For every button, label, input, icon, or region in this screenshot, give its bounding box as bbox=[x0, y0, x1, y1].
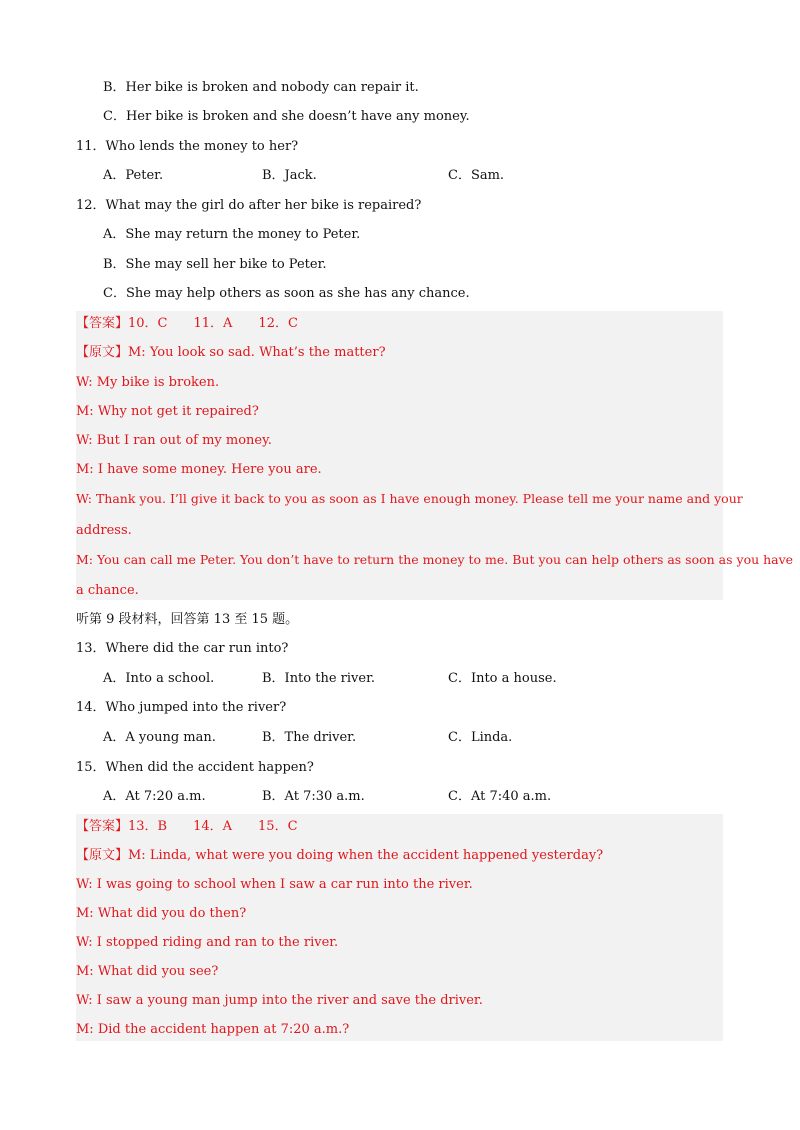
transcript-line: M: Why not get it repaired? bbox=[76, 404, 259, 419]
transcript-line: W: Thank you. I’ll give it back to you as soon as I have enough money. Please tell me your name and your bbox=[76, 491, 743, 506]
transcript-line: W: I stopped riding and ran to the river. bbox=[76, 935, 339, 950]
answer-key-1: 【答案】10．C 11．A 12．C bbox=[76, 316, 298, 331]
q13-option-b: B．Into the river. bbox=[262, 671, 375, 686]
transcript-line: address. bbox=[76, 523, 132, 538]
transcript-line: 【原文】M: Linda, what were you doing when the accident happened yesterday? bbox=[76, 848, 604, 863]
transcript-line: W: I was going to school when I saw a car run into the river. bbox=[76, 877, 473, 892]
q15-option-a: A．At 7:20 a.m. bbox=[103, 789, 206, 804]
q13-stem: 13．Where did the car run into? bbox=[76, 641, 289, 656]
q12-option-b: B．She may sell her bike to Peter. bbox=[103, 257, 327, 272]
q13-option-a: A．Into a school. bbox=[103, 671, 215, 686]
answer-key-2: 【答案】13．B 14．A 15．C bbox=[76, 819, 298, 834]
transcript-line: M: What did you do then? bbox=[76, 906, 247, 921]
q10-option-b: B．Her bike is broken and nobody can repair it. bbox=[103, 80, 419, 95]
transcript-line: W: My bike is broken. bbox=[76, 375, 220, 390]
transcript-line: a chance. bbox=[76, 583, 139, 598]
transcript-line: W: But I ran out of my money. bbox=[76, 433, 272, 448]
transcript-line: M: I have some money. Here you are. bbox=[76, 462, 322, 477]
q12-stem: 12．What may the girl do after her bike is repaired? bbox=[76, 198, 422, 213]
q10-option-c: C．Her bike is broken and she doesn’t have any money. bbox=[103, 109, 470, 124]
q15-option-c: C．At 7:40 a.m. bbox=[448, 789, 552, 804]
transcript-line: M: Did the accident happen at 7:20 a.m.? bbox=[76, 1022, 350, 1037]
q15-option-b: B．At 7:30 a.m. bbox=[262, 789, 365, 804]
section-intro: 听第 9 段材料，回答第 13 至 15 题。 bbox=[76, 612, 299, 627]
transcript-line: M: What did you see? bbox=[76, 964, 219, 979]
q14-stem: 14．Who jumped into the river? bbox=[76, 700, 287, 715]
transcript-line: W: I saw a young man jump into the river and save the driver. bbox=[76, 993, 483, 1008]
q11-stem: 11．Who lends the money to her? bbox=[76, 139, 299, 154]
q15-stem: 15．When did the accident happen? bbox=[76, 760, 314, 775]
transcript-line: 【原文】M: You look so sad. What’s the matter? bbox=[76, 345, 386, 360]
q12-option-a: A．She may return the money to Peter. bbox=[103, 227, 361, 242]
transcript-line: M: You can call me Peter. You don’t have to return the money to me. But you can help others as soon as you have bbox=[76, 552, 794, 567]
q13-option-c: C．Into a house. bbox=[448, 671, 557, 686]
q12-option-c: C．She may help others as soon as she has any chance. bbox=[103, 286, 470, 301]
q11-option-a: A．Peter. bbox=[103, 168, 164, 183]
q14-option-a: A．A young man. bbox=[103, 730, 216, 745]
q11-option-b: B．Jack. bbox=[262, 168, 317, 183]
q11-option-c: C．Sam. bbox=[448, 168, 505, 183]
q14-option-b: B．The driver. bbox=[262, 730, 357, 745]
q14-option-c: C．Linda. bbox=[448, 730, 513, 745]
